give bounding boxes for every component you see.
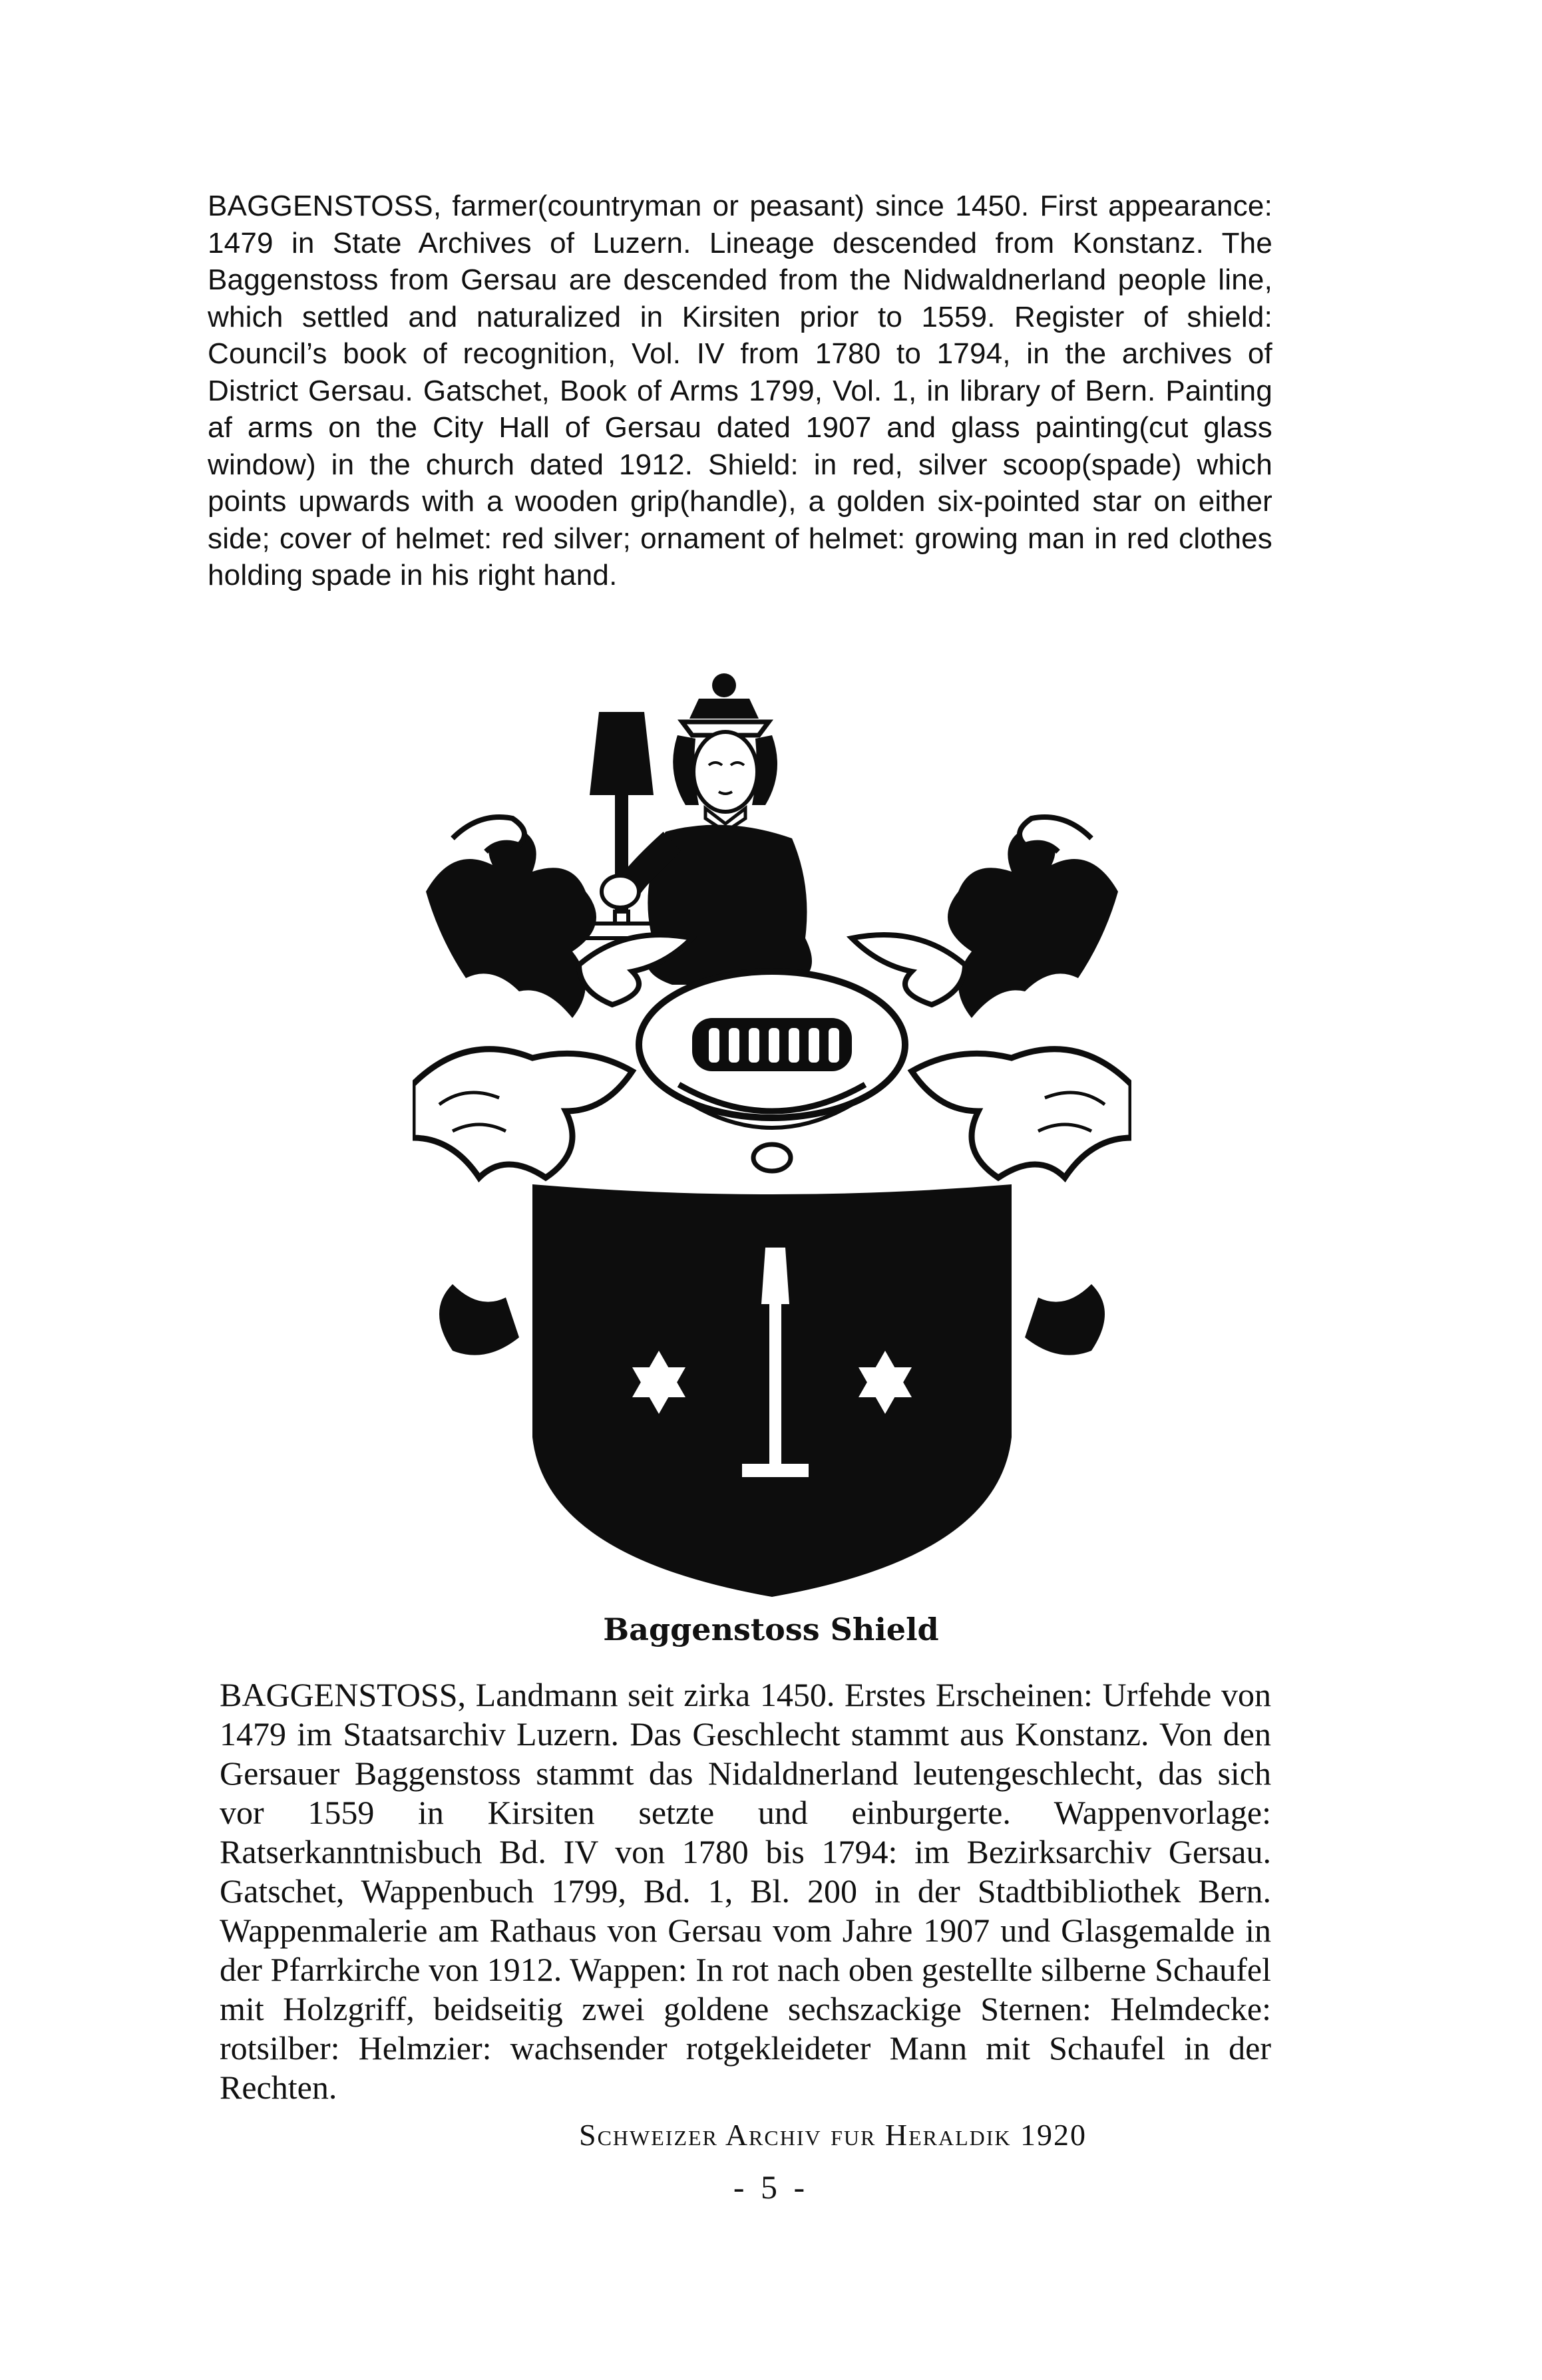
german-description — [220, 1675, 1271, 2107]
coat-of-arms-svg — [413, 672, 1131, 1610]
english-description — [208, 188, 1272, 594]
german-paragraph: BAGGENSTOSS, Landmann seit zirka 1450. Erstes Erscheinen: Urfehde von 1479 im Staatsarchiv Luzern. Das Geschlecht stammt aus Konstanz. Von den Gersauer Baggenstoss stammt das Nidaldnerland leutengeschlecht, das sich vor 1559 in Kirsiten setzte und einburgerte. Wappenvorlage: Ratserkanntnisbuch Bd. IV von 1780 bis 1794: im Bezirksarchiv Gersau. Gatschet, Wappenbuch 1799, Bd. 1, Bl. 200 in der Stadtbibliothek Bern. Wappenmalerie am Rathaus von Gersau vom Jahre 1907 und Glasgemalde in der Pfarrkirche von 1912. Wappen: In rot nach oben gestellte silberne Schaufel mit Holzgriff, beidseitig zwei goldene sechszackige Sternen: Helmdecke: rotsilber: Helmzier: wachsender rotgekleideter Mann mit Schaufel in der Rechten. — [220, 1676, 1271, 2106]
source-citation: Schweizer Archiv fur Heraldik 1920 — [579, 2118, 1087, 2152]
english-paragraph: BAGGENSTOSS, farmer(countryman or peasant) since 1450. First appearance: 1479 in State Archives of Luzern. Lineage descended from Konstanz. The Baggenstoss from Gersau are descended from the Nidwaldnerland people line, which settled and naturalized in Kirsiten prior to 1559. Register of shield: Council’s book of recognition, Vol. IV from 1780 to 1794, in the archives of District Gersau. Gatschet, Book of Arms 1799, Vol. 1, in library of Bern. Painting af arms on the City Hall of Gersau dated 1907 and glass painting(cut glass window) in the church dated 1912. Shield: in red, silver scoop(spade) which points upwards with a wooden grip(handle), a golden six-pointed star on either side; cover of helmet: red silver; ornament of helmet: growing man in red clothes holding spade in his right hand. — [208, 190, 1272, 592]
coat-of-arms-illustration — [413, 672, 1131, 1610]
helmet-icon — [639, 971, 905, 1171]
page-number: - 5 - — [733, 2168, 809, 2206]
illustration-caption: Baggenstoss Shield — [603, 1612, 939, 1647]
